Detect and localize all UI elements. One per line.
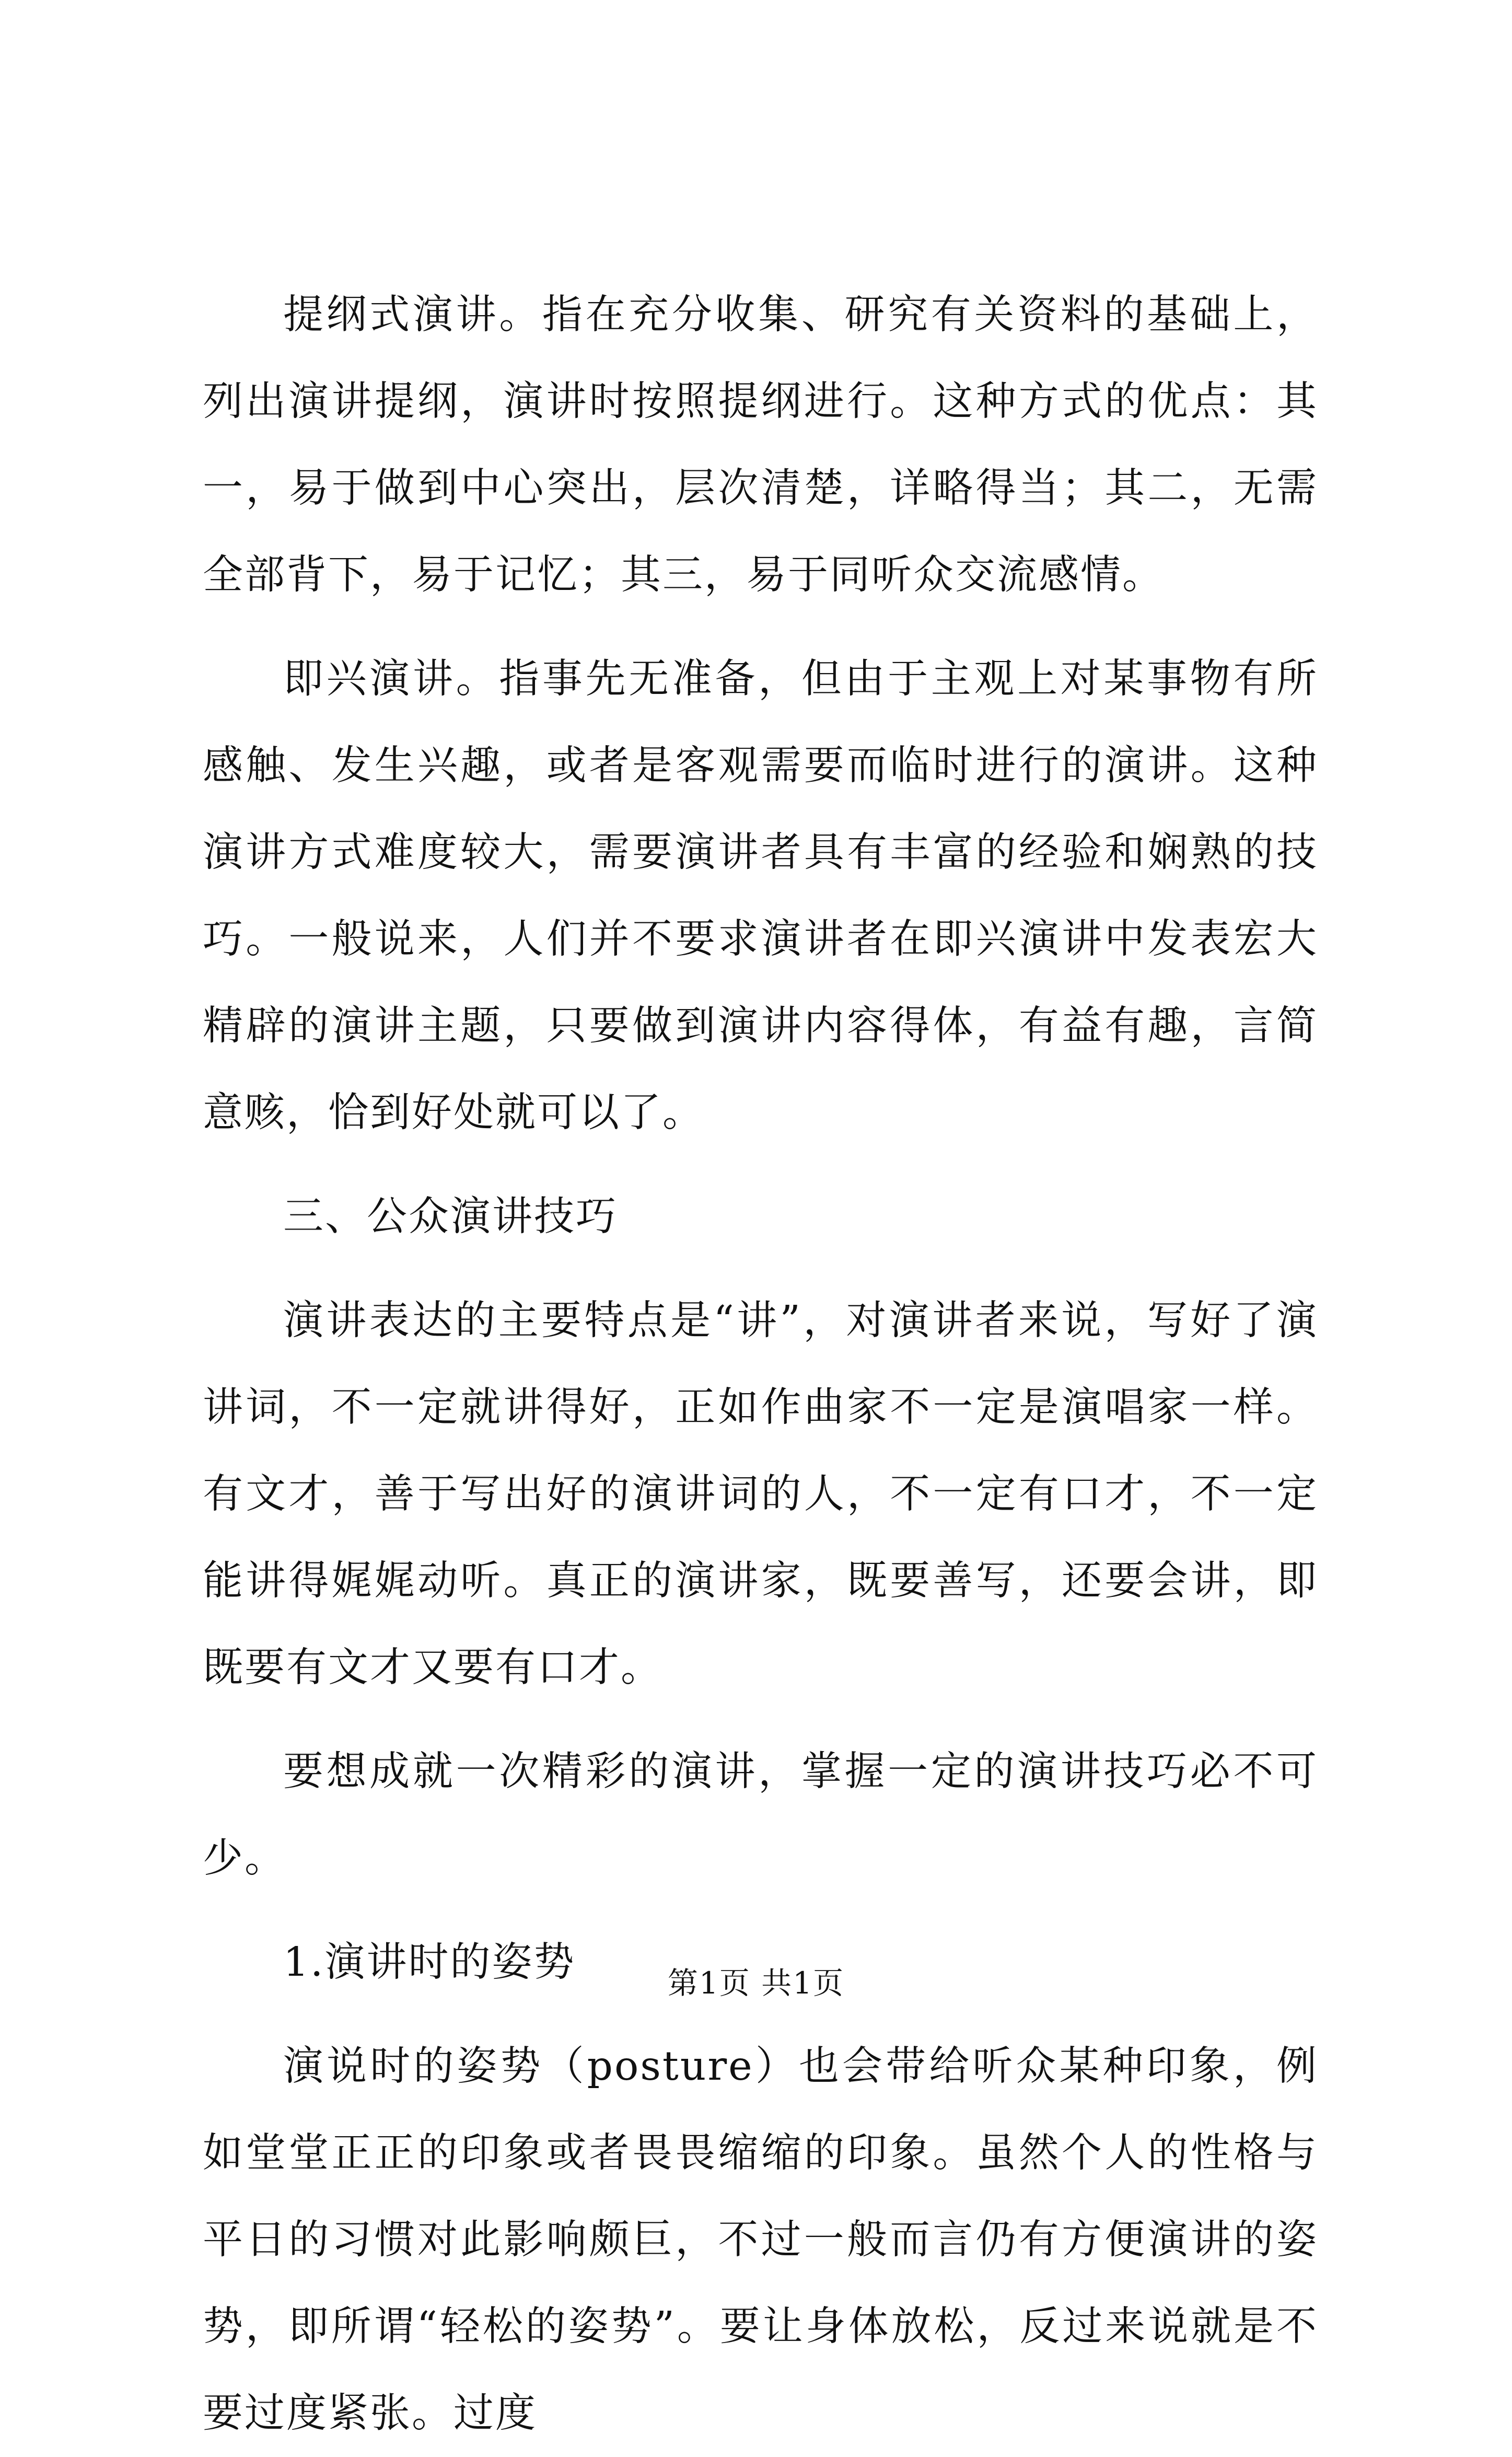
paragraph-outline-speech: 提纲式演讲。指在充分收集、研究有关资料的基础上，列出演讲提纲，演讲时按照提纲进行。这种方式的优点：其一，易于做到中心突出，层次清楚，详略得当；其二，无需全部背下，易于记忆；其三，易于同听众交流感情。: [203, 292, 1318, 598]
paragraph-speech-expression: 演讲表达的主要特点是“讲”，对演讲者来说，写好了演讲词，不一定就讲得好，正如作曲家不一定是演唱家一样。有文才，善于写出好的演讲词的人，不一定有口才，不一定能讲得娓娓动听。真正的演讲家，既要善写，还要会讲，即既要有文才又要有口才。: [203, 1297, 1318, 1691]
paragraph-posture: 演说时的姿势（posture）也会带给听众某种印象，例如堂堂正正的印象或者畏畏缩缩的印象。虽然个人的性格与平日的习惯对此影响颇巨，不过一般而言仍有方便演讲的姿势，即所谓“轻松的姿势”。要让身体放松，反过来说就是不要过度紧张。过度: [203, 2043, 1318, 2437]
paragraph-impromptu-speech: 即兴演讲。指事先无准备，但由于主观上对某事物有所感触、发生兴趣，或者是客观需要而临时进行的演讲。这种演讲方式难度较大，需要演讲者具有丰富的经验和娴熟的技巧。一般说来，人们并不要求演讲者在即兴演讲中发表宏大精辟的演讲主题，只要做到演讲内容得体，有益有趣，言简意赅，恰到好处就可以了。: [203, 656, 1318, 1136]
paragraph-speech-skills-intro: 要想成就一次精彩的演讲，掌握一定的演讲技巧必不可少。: [203, 1748, 1318, 1882]
document-body: [203, 272, 1318, 2457]
section-heading-public-speaking-skills: 三、公众演讲技巧: [283, 1193, 618, 1240]
page-footer: 第1页 共1页: [667, 1965, 845, 2001]
subheading-posture: 1.演讲时的姿势: [283, 1939, 576, 1986]
